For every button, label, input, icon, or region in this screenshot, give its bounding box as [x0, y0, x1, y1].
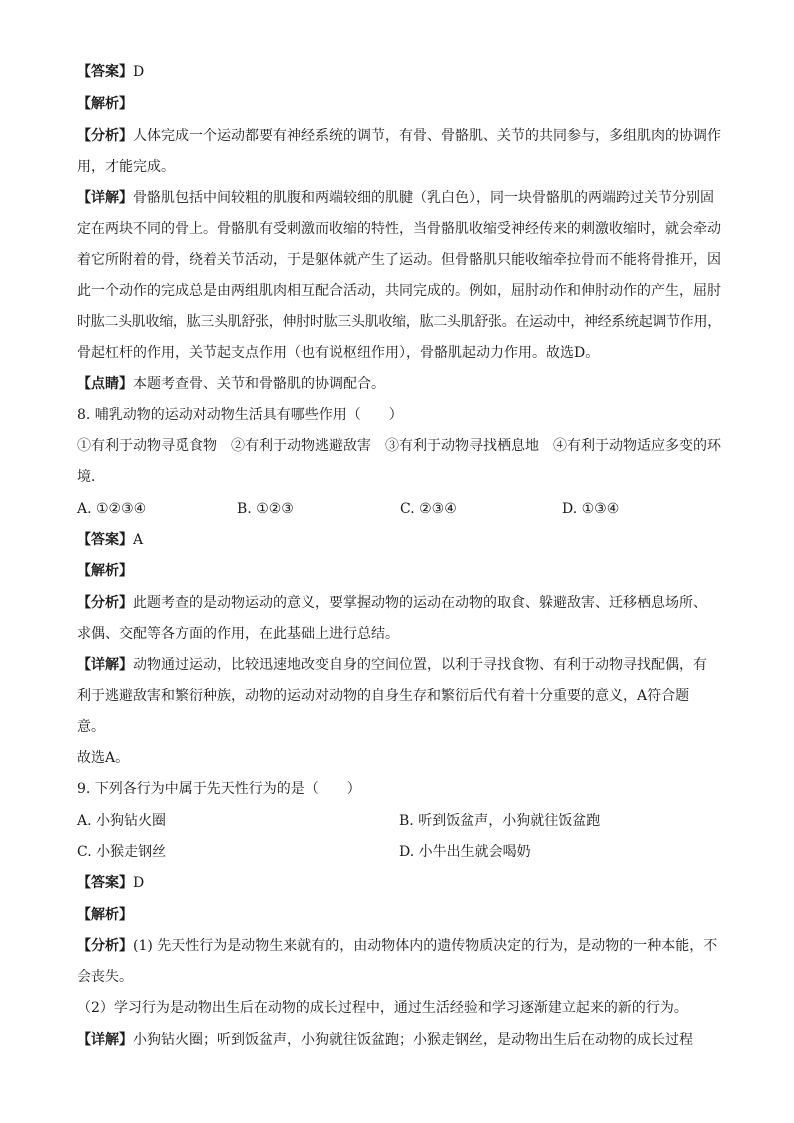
q7-xiangjie-line-4: 此一个动作的完成总是由两组肌肉相互配合活动，共同完成的。例如，屈肘动作和伸肘动作的产生，屈肘 [77, 283, 721, 299]
q7-answer-line [77, 62, 725, 82]
q8-answer-line [77, 530, 725, 550]
q7-dianjing-line [77, 374, 725, 394]
answer-value: A [133, 532, 144, 548]
q9-analysis-heading [77, 905, 725, 925]
fenxi-text: 此题考查的是动物运动的意义，要掌握动物的运动在动物的取食、躲避敌害、迁移栖息场所、 [133, 595, 707, 611]
xiangjie-tag: 【详解】 [77, 1032, 133, 1048]
answer-value: D [133, 875, 145, 891]
q9-option-d: D. 小牛出生就会喝奶 [399, 844, 531, 860]
dianjing-tag: 【点睛】 [77, 376, 133, 392]
q9-option-b: B. 听到饭盆声，小狗就往饭盆跑 [399, 813, 601, 829]
xiangjie-tag: 【详解】 [77, 190, 133, 206]
q9-option-c: C. 小猴走钢丝 [77, 844, 167, 860]
xiangjie-tag: 【详解】 [77, 657, 133, 673]
q9-option-a: A. 小狗钻火圈 [77, 813, 167, 829]
q7-xiangjie-line-2: 定在两块不同的骨上。骨骼肌有受刺激而收缩的特性，当骨骼肌收缩受神经传来的刺激收缩时，就会牵动 [77, 221, 721, 237]
dianjing-text: 本题考查骨、关节和骨骼肌的协调配合。 [133, 376, 385, 392]
fenxi-tag: 【分析】 [77, 595, 133, 611]
q8-option-a: A. ①②③④ [77, 501, 147, 517]
q9-fenxi-line-1 [77, 936, 725, 956]
q8-option-b: B. ①②③ [237, 501, 294, 517]
q8-option-c: C. ②③④ [400, 501, 457, 517]
answer-tag: 【答案】 [77, 532, 133, 548]
analysis-tag: 【解析】 [77, 96, 133, 112]
q9-fenxi-line-3: （2）学习行为是动物出生后在动物的成长过程中，通过生活经验和学习逐渐建立起来的新的行为。 [77, 1000, 688, 1016]
q8-xiangjie-line-1 [77, 655, 725, 675]
analysis-tag: 【解析】 [77, 563, 133, 579]
xiangjie-text: 骨骼肌包括中间较粗的肌腹和两端较细的肌腱（乳白色），同一块骨骼肌的两端跨过关节分别固 [133, 190, 714, 206]
q7-fenxi-line-1 [77, 126, 725, 146]
fenxi-tag: 【分析】 [77, 128, 133, 144]
answer-value: D [133, 64, 145, 80]
answer-tag: 【答案】 [77, 875, 133, 891]
q8-analysis-heading [77, 561, 725, 581]
q8-fenxi-line-1 [77, 593, 725, 613]
q8-stem: 8. 哺乳动物的运动对动物生活具有哪些作用（ ） [77, 407, 403, 423]
q8-items-line-1: ①有利于动物寻觅食物 ②有利于动物逃避敌害 ③有利于动物寻找栖息地 ④有利于动物适应多变的环 [77, 438, 721, 454]
q7-fenxi-line-2: 用，才能完成。 [77, 159, 175, 175]
q9-answer-line [77, 873, 725, 893]
fenxi-tag: 【分析】 [77, 938, 133, 954]
q9-fenxi-line-2: 会丧失。 [77, 969, 133, 985]
q8-items-line-2: 境． [77, 469, 105, 485]
q9-stem: 9. 下列各行为中属于先天性行为的是（ ） [77, 781, 361, 797]
q8-option-d: D. ①③④ [562, 501, 620, 517]
q7-xiangjie-line-3: 着它所附着的骨，绕着关节活动，于是躯体就产生了运动。但骨骼肌只能收缩牵拉骨而不能将骨推开，因 [77, 252, 721, 268]
q8-options-row [77, 499, 725, 519]
fenxi-text: (1) 先天性行为是动物生来就有的，由动物体内的遗传物质决定的行为，是动物的一种本能，不 [133, 938, 718, 954]
answer-tag: 【答案】 [77, 64, 133, 80]
q8-xiangjie-line-3: 意。 [77, 719, 105, 735]
q9-options-row-2 [77, 842, 725, 862]
q8-conclusion: 故选A。 [77, 750, 130, 766]
q7-xiangjie-line-1 [77, 188, 725, 208]
fenxi-text: 人体完成一个运动都要有神经系统的调节，有骨、骨骼肌、关节的共同参与，多组肌肉的协调作 [133, 128, 721, 144]
xiangjie-text: 小狗钻火圈；听到饭盆声，小狗就往饭盆跑；小猴走钢丝，是动物出生后在动物的成长过程 [133, 1032, 693, 1048]
q7-analysis-heading [77, 94, 725, 114]
q8-xiangjie-line-2: 利于逃避敌害和繁衍种族，动物的运动对动物的自身生存和繁衍后代有着十分重要的意义，A符合题 [77, 688, 690, 704]
q9-options-row-1 [77, 811, 725, 831]
q7-xiangjie-line-6: 骨起杠杆的作用，关节起支点作用（也有说枢纽作用），骨骼肌起动力作用。故选D。 [77, 345, 600, 361]
q8-fenxi-line-2: 求偶、交配等各方面的作用，在此基础上进行总结。 [77, 626, 399, 642]
q7-xiangjie-line-5: 时肱二头肌收缩，肱三头肌舒张，伸肘时肱三头肌收缩，肱二头肌舒张。在运动中，神经系统起调节作用， [77, 314, 721, 330]
xiangjie-text: 动物通过运动，比较迅速地改变自身的空间位置，以利于寻找食物、有利于动物寻找配偶，有 [133, 657, 707, 673]
q9-xiangjie-line-1 [77, 1030, 725, 1050]
analysis-tag: 【解析】 [77, 907, 133, 923]
